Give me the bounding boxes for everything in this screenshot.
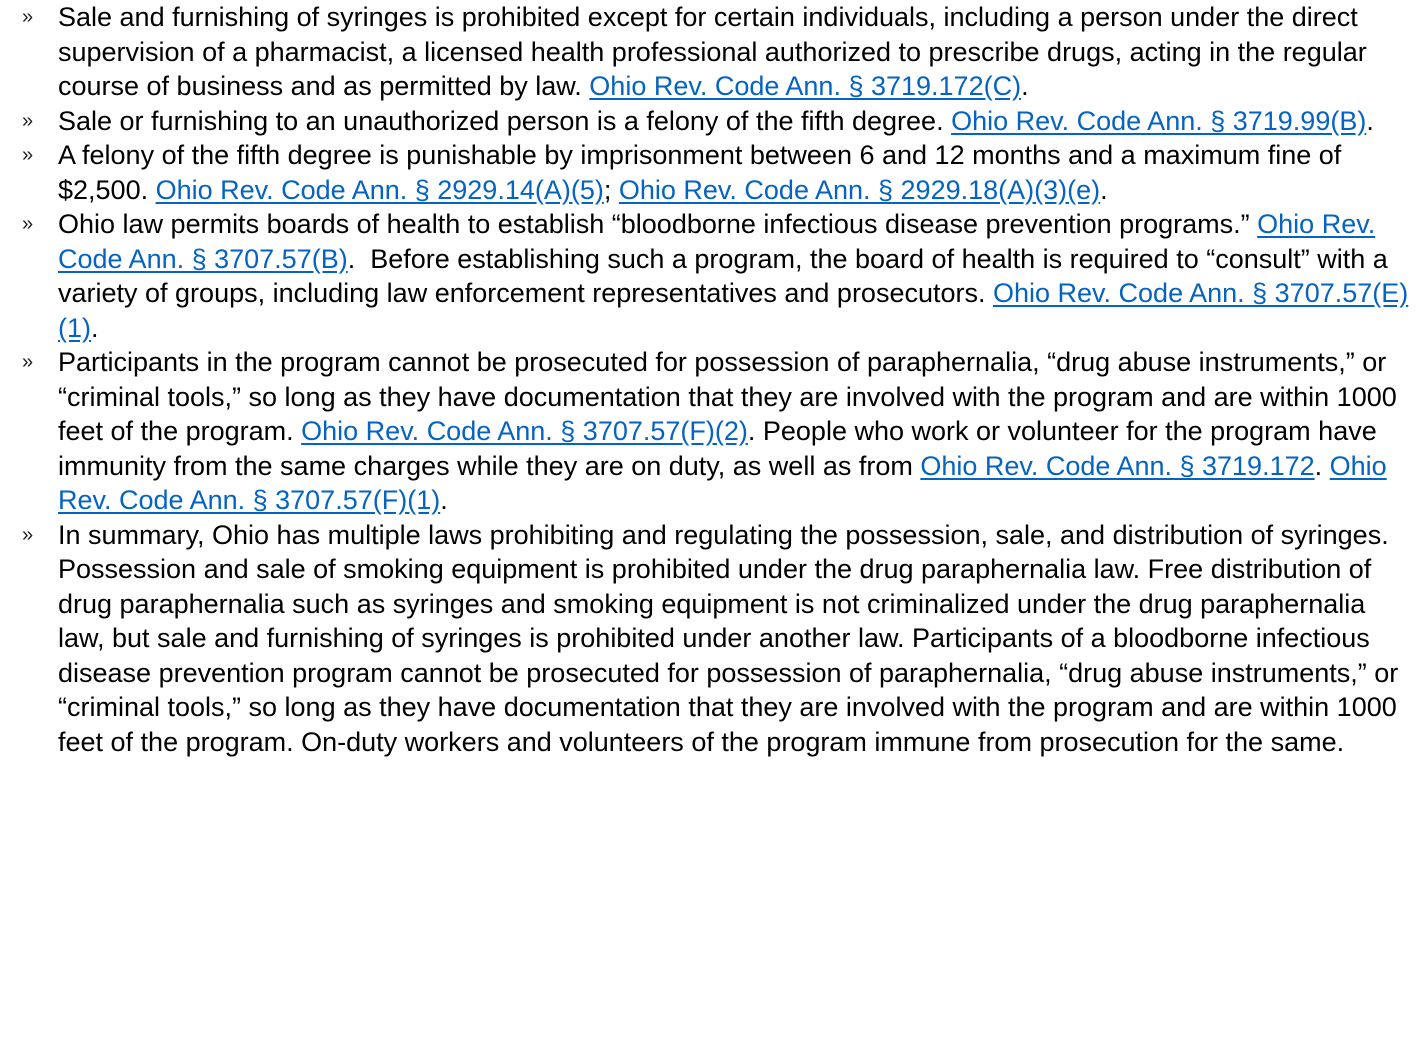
bullet-item bbox=[22, 345, 1414, 518]
bullet-marker-icon: » bbox=[22, 144, 34, 166]
item-text: . Before establishing such a program, the board of health is required to “consult” with a variety of groups, including law enforcement representatives and prosecutors. bbox=[58, 243, 1396, 308]
bullet-marker-icon: » bbox=[22, 351, 34, 373]
bullet-list bbox=[22, 0, 1414, 759]
item-text: A felony of the fifth degree is punishable by imprisonment between 6 and 12 months and a maximum fine of $2,500. bbox=[58, 140, 1342, 205]
item-text: . bbox=[1366, 105, 1374, 136]
citation-link[interactable]: Ohio Rev. Code Ann. § 3707.57(B) bbox=[58, 209, 1376, 274]
item-text: Ohio law permits boards of health to establish “bloodborne infectious disease prevention programs.” bbox=[58, 209, 1258, 239]
item-text: ; bbox=[603, 174, 619, 205]
citation-link[interactable]: Ohio Rev. Code Ann. § 3707.57(F)(2) bbox=[301, 416, 748, 446]
item-text: . bbox=[91, 312, 99, 343]
item-text: . People who work or volunteer for the program have immunity from the same charges while they are on duty, as well as from bbox=[58, 416, 1377, 481]
document-body bbox=[22, 0, 1414, 759]
bullet-marker-icon: » bbox=[22, 109, 34, 132]
citation-link[interactable]: Ohio Rev. Code Ann. § 3719.172 bbox=[920, 450, 1315, 481]
bullet-item bbox=[22, 0, 1414, 104]
citation-link[interactable]: Ohio Rev. Code Ann. § 2929.18(A)(3)(e) bbox=[618, 174, 1101, 205]
bullet-item bbox=[22, 518, 1414, 760]
bullet-item bbox=[22, 207, 1414, 345]
bullet-marker-icon: » bbox=[22, 6, 34, 28]
item-text: . bbox=[1100, 174, 1108, 205]
bullet-marker-icon: » bbox=[22, 523, 34, 546]
citation-link[interactable]: Ohio Rev. Code Ann. § 3707.57(E)(1) bbox=[58, 278, 1409, 343]
item-text: . bbox=[440, 485, 448, 515]
citation-link[interactable]: Ohio Rev. Code Ann. § 3719.172(C) bbox=[589, 71, 1022, 101]
bullet-item bbox=[22, 138, 1414, 207]
bullet-marker-icon: » bbox=[22, 213, 34, 235]
item-text: Participants in the program cannot be prosecuted for possession of paraphernalia, “drug abuse instruments,” or “criminal tools,” so long as they have documentation that they are involved with the program and are within 1000 feet of the program. bbox=[58, 347, 1397, 446]
item-text: Sale or furnishing to an unauthorized person is a felony of the fifth degree. bbox=[58, 105, 952, 136]
item-text: . bbox=[1314, 450, 1330, 481]
item-text: Sale and furnishing of syringes is prohibited except for certain individuals, including a person under the direct supervision of a pharmacist, a licensed health professional authorized to prescribe drugs, acting in the regular course of business and as permitted by law. bbox=[58, 2, 1367, 101]
citation-link[interactable]: Ohio Rev. Code Ann. § 3707.57(F)(1) bbox=[58, 450, 1387, 515]
item-text: . bbox=[1021, 71, 1029, 101]
citation-link[interactable]: Ohio Rev. Code Ann. § 2929.14(A)(5) bbox=[155, 174, 604, 205]
citation-link[interactable]: Ohio Rev. Code Ann. § 3719.99(B) bbox=[951, 105, 1367, 136]
bullet-item bbox=[22, 104, 1414, 139]
item-text: In summary, Ohio has multiple laws prohibiting and regulating the possession, sale, and distribution of syringes. Possession and sale of smoking equipment is prohibited under the drug paraphernalia law. Free distribution of drug paraphernalia such as syringes and smoking equipment is not criminalized under the drug paraphernalia law, but sale and furnishing of syringes is prohibited under another law. Participants of a bloodborne infectious disease prevention program cannot be prosecuted for possession of paraphernalia, “drug abuse instruments,” or “criminal tools,” so long as they have documentation that they are involved with the program and are within 1000 feet of the program. On-duty workers and volunteers of the program immune from prosecution for the same. bbox=[58, 519, 1399, 757]
